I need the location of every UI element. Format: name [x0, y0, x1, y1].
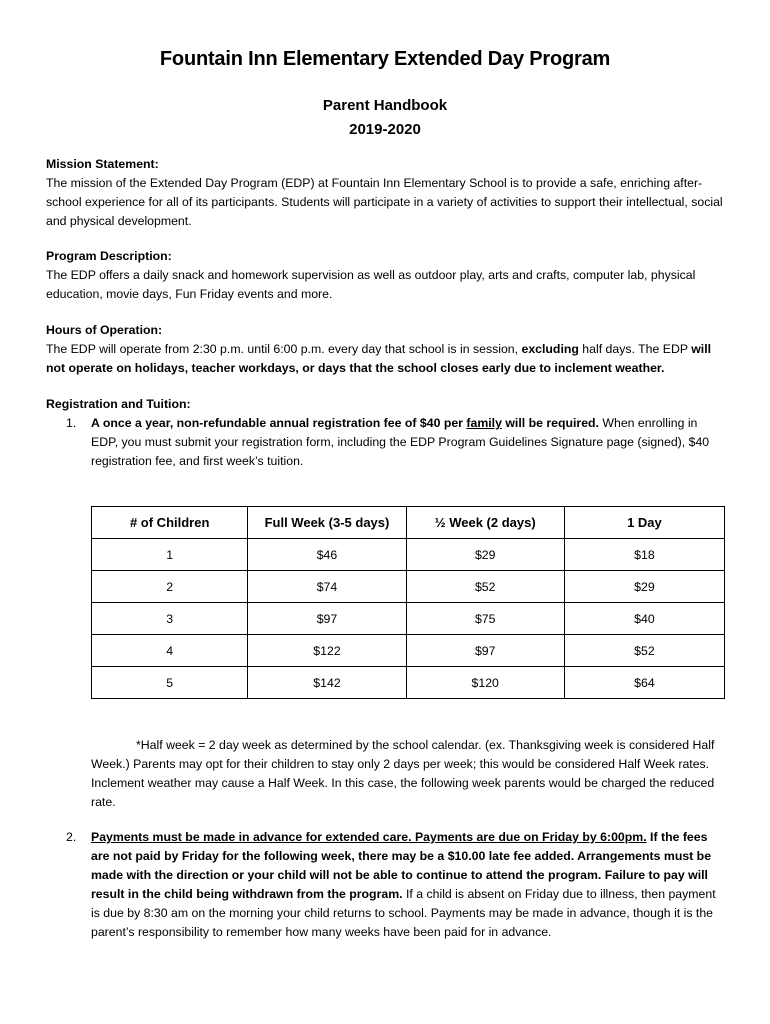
table-cell: $40	[564, 603, 724, 635]
item-2-body	[91, 828, 726, 942]
table-cell: $18	[564, 539, 724, 571]
item-2-bold-underline: Payments must be made in advance for extended care. Payments are due on Friday by 6:00pm.	[91, 830, 647, 844]
hours-text	[46, 340, 726, 378]
program-heading: Program Description:	[46, 249, 172, 263]
item-2-text: If a child is absent on Friday due to illness, then payment is due by 8:30 am on the morning your child returns to school. Payments may be made in advance, though it is the parent’s responsibility to remember how many weeks have been paid for in advance.	[91, 887, 716, 939]
table-cell: $46	[248, 539, 406, 571]
table-cell: $52	[406, 571, 564, 603]
program-section	[46, 247, 726, 304]
hours-bold-excluding: excluding	[521, 342, 579, 356]
item-1-family: family	[466, 416, 502, 430]
table-cell: $142	[248, 667, 406, 699]
table-cell: $97	[406, 635, 564, 667]
table-cell: $97	[248, 603, 406, 635]
item-1-bold-b: will be required.	[501, 416, 599, 430]
mission-section	[46, 155, 726, 231]
half-week-note-text: *Half week = 2 day week as determined by the school calendar. (ex. Thanksgiving week is considered Half Week.) Parents may opt for their children to stay only 2 days per week; this would be considered Half Week rates. Inclement weather may cause a Half Week. In this case, the following week parents would be charged the reduced rate.	[91, 738, 715, 809]
registration-item-2	[46, 828, 726, 942]
half-week-note	[91, 736, 727, 812]
registration-item-1	[46, 414, 726, 471]
table-row	[92, 667, 725, 699]
hours-text-b: half days. The EDP	[578, 342, 692, 356]
table-cell: $75	[406, 603, 564, 635]
table-cell: 2	[92, 571, 248, 603]
header-one-day: 1 Day	[564, 507, 724, 539]
tuition-table-header	[92, 507, 725, 539]
table-cell: 4	[92, 635, 248, 667]
header-half-week: ½ Week (2 days)	[406, 507, 564, 539]
header-full-week: Full Week (3-5 days)	[248, 507, 406, 539]
table-cell: $29	[406, 539, 564, 571]
hours-section	[46, 321, 726, 378]
table-cell: $29	[564, 571, 724, 603]
table-cell: $52	[564, 635, 724, 667]
header-children: # of Children	[92, 507, 248, 539]
table-cell: $64	[564, 667, 724, 699]
table-cell: $122	[248, 635, 406, 667]
table-row	[92, 635, 725, 667]
hours-heading: Hours of Operation:	[46, 323, 163, 337]
table-cell: $74	[248, 571, 406, 603]
tuition-table	[91, 506, 725, 699]
hours-text-a: The EDP will operate from 2:30 p.m. until 6:00 p.m. every day that school is in session,	[46, 342, 522, 356]
item-2-number: 2.	[66, 830, 77, 844]
table-cell: 1	[92, 539, 248, 571]
mission-text: The mission of the Extended Day Program (EDP) at Fountain Inn Elementary School is to provide a safe, enriching after-school experience for all of its participants. Students will participate in a variety of activities to support their intellectual, social and physical development.	[46, 176, 723, 228]
table-row	[92, 603, 725, 635]
table-cell: 3	[92, 603, 248, 635]
registration-heading: Registration and Tuition:	[46, 397, 191, 411]
table-row	[92, 571, 725, 603]
item-1-body	[91, 414, 726, 471]
item-1-bold-a: A once a year, non-refundable annual registration fee of $40 per	[91, 416, 467, 430]
table-row	[92, 539, 725, 571]
table-cell: $120	[406, 667, 564, 699]
registration-heading-block	[46, 395, 726, 414]
document-title: Fountain Inn Elementary Extended Day Program	[159, 48, 611, 70]
document-year: 2019-2020	[349, 121, 421, 138]
item-1-text: When enrolling in EDP, you must submit your registration form, including the EDP Program Guidelines Signature page (signed), $40 registration fee, and first week’s tuition.	[91, 416, 710, 468]
item-1-number: 1.	[66, 416, 77, 430]
document-subtitle: Parent Handbook	[322, 97, 448, 114]
item-2-bold: If the fees are not paid by Friday for the following week, there may be a $10.00 late fee added. Arrangements must be made with the direction or your child will not be able to continue to attend the program. Failure to pay will result in the child being withdrawn from the program.	[91, 830, 712, 901]
program-text: The EDP offers a daily snack and homework supervision as well as outdoor play, arts and crafts, computer lab, physical education, movie days, Fun Friday events and more.	[46, 268, 696, 301]
hours-bold-closure: will not operate on holidays, teacher workdays, or days that the school closes early due to inclement weather.	[46, 342, 712, 375]
table-cell: 5	[92, 667, 248, 699]
mission-heading: Mission Statement:	[46, 157, 159, 171]
